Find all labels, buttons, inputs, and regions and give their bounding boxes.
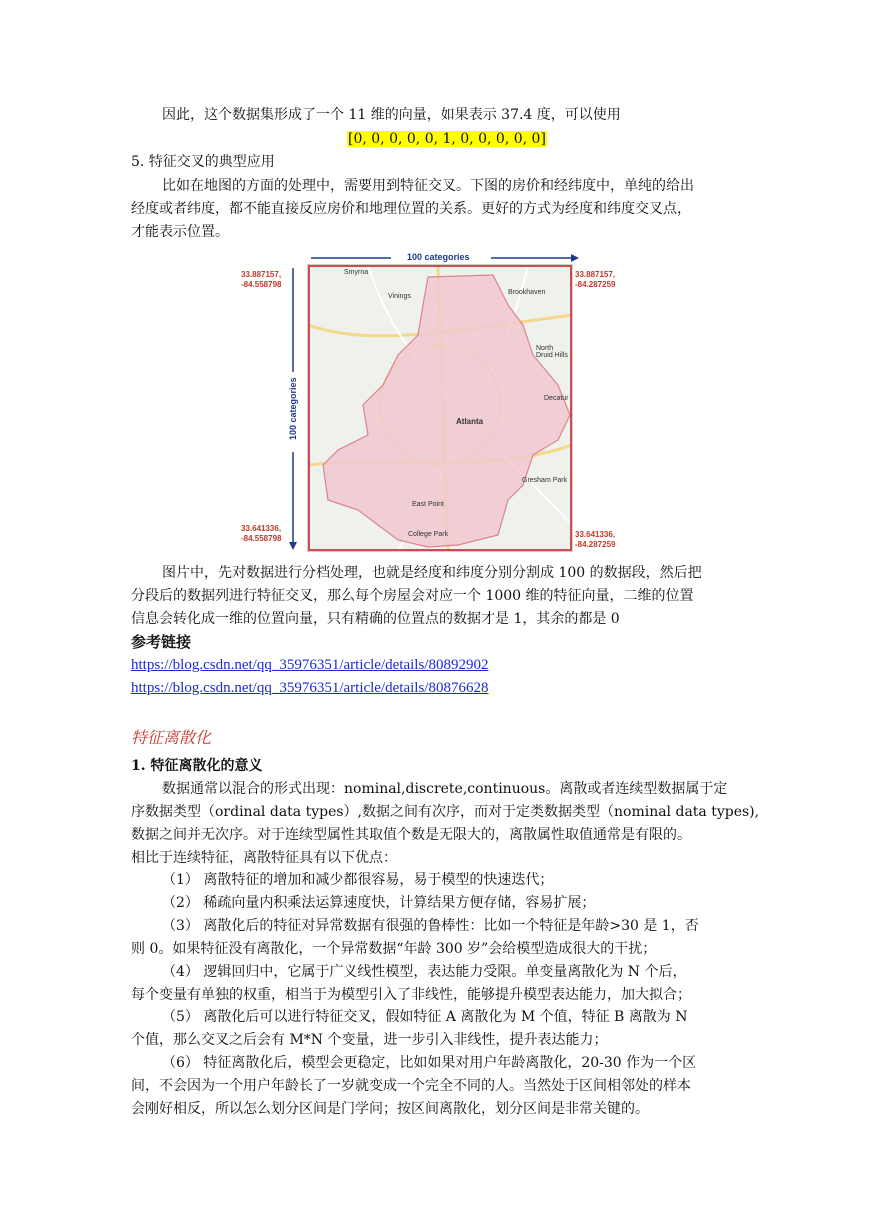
list-item: （1） 离散特征的增加和减少都很容易，易于模型的快速迭代； xyxy=(162,872,554,888)
paragraph-line: 因此，这个数据集形成了一个 11 维的向量，如果表示 37.4 度，可以使用 xyxy=(162,107,621,123)
coord-bottom-left: 33.641336, -84.558798 xyxy=(241,524,282,543)
city-label: Smyrna xyxy=(344,269,369,276)
section-title: 特征离散化 xyxy=(131,728,212,747)
list-item-cont: 会刚好相反，所以怎么划分区间是门学问；按区间离散化，划分区间是非常关键的。 xyxy=(131,1101,649,1117)
city-label: Vinings xyxy=(388,293,411,300)
paragraph-line: 信息会转化成一维的位置向量，只有精确的位置点的数据才是 1，其余的都是 0 xyxy=(131,611,620,627)
top-categories-label: 100 categories xyxy=(407,252,470,262)
city-label: North Druid Hills xyxy=(536,345,568,359)
city-label: College Park xyxy=(408,531,449,538)
map-figure xyxy=(241,252,625,552)
coord-bottom-right: 33.641336, -84.287259 xyxy=(575,530,616,549)
list-item-cont: 每个变量有单独的权重，相当于为模型引入了非线性，能够提升模型表达能力，加大拟合； xyxy=(131,987,691,1003)
subsection-heading: 1. 特征离散化的意义 xyxy=(131,758,263,774)
city-label-atlanta: Atlanta xyxy=(456,417,484,426)
reference-link[interactable]: https://blog.csdn.net/qq_35976351/article/details/80876628 xyxy=(131,680,489,696)
list-item: （3） 离散化后的特征对异常数据有很强的鲁棒性：比如一个特征是年龄>30 是 1，否 xyxy=(162,918,699,934)
list-item-cont: 个值，那么交叉之后会有 M*N 个变量，进一步引入非线性，提升表达能力； xyxy=(131,1032,608,1048)
list-item: （6） 特征离散化后，模型会更稳定，比如如果对用户年龄离散化，20-30 作为一个区 xyxy=(162,1055,697,1071)
side-categories-label: 100 categories xyxy=(288,377,298,440)
list-item: （2） 稀疏向量内积乘法运算速度快，计算结果方便存储，容易扩展； xyxy=(162,895,596,911)
reference-link-line xyxy=(131,677,488,699)
paragraph-line: 经度或者纬度，都不能直接反应房价和地理位置的关系。更好的方式为经度和纬度交叉点， xyxy=(131,201,691,217)
paragraph-line: 数据通常以混合的形式出现：nominal,discrete,continuous。离散或者连续型数据属于定 xyxy=(162,781,728,797)
city-label: Brookhaven xyxy=(508,289,546,296)
list-item: （4） 逻辑回归中，它属于广义线性模型，表达能力受限。单变量离散化为 N 个后， xyxy=(162,964,687,980)
list-item-cont: 间，不会因为一个用户年龄长了一岁就变成一个完全不同的人。当然处于区间相邻处的样本 xyxy=(131,1078,691,1094)
reference-link[interactable]: https://blog.csdn.net/qq_35976351/article/details/80892902 xyxy=(131,657,489,673)
list-item-cont: 则 0。如果特征没有离散化，一个异常数据“年龄 300 岁”会给模型造成很大的干扰； xyxy=(131,941,657,957)
vector-example xyxy=(347,128,547,150)
city-label: Decatur xyxy=(544,395,569,402)
city-label: Gresham Park xyxy=(522,477,568,484)
paragraph-line: 比如在地图的方面的处理中，需要用到特征交叉。下图的房价和经纬度中，单纯的给出 xyxy=(162,178,694,194)
highlighted-vector: [0, 0, 0, 0, 0, 1, 0, 0, 0, 0, 0] xyxy=(348,131,546,147)
city-label: East Point xyxy=(412,501,444,508)
references-heading: 参考链接 xyxy=(131,633,192,651)
paragraph-line: 图片中，先对数据进行分档处理，也就是经度和纬度分别分割成 100 的数据段，然后把 xyxy=(162,565,702,581)
paragraph-line: 相比于连续特征，离散特征具有以下优点： xyxy=(131,850,397,866)
coord-top-right: 33.887157, -84.287259 xyxy=(575,270,616,289)
map-image xyxy=(307,264,573,552)
paragraph-line: 序数据类型（ordinal data types）,数据之间有次序，而对于定类数据类型（nominal data types), xyxy=(131,804,760,820)
city-boundary xyxy=(323,275,570,547)
section-heading: 5. 特征交叉的典型应用 xyxy=(131,154,275,170)
top-arrowhead xyxy=(571,254,579,262)
paragraph-line: 才能表示位置。 xyxy=(131,224,229,240)
side-arrowhead xyxy=(289,542,297,550)
map-drawing xyxy=(308,265,572,551)
paragraph-line: 分段后的数据列进行特征交叉，那么每个房屋会对应一个 1000 维的特征向量，二维的位置 xyxy=(131,588,694,604)
list-item: （5） 离散化后可以进行特征交叉，假如特征 A 离散化为 M 个值，特征 B 离散为 N xyxy=(162,1009,688,1025)
coord-top-left: 33.887157, -84.558798 xyxy=(241,270,282,289)
paragraph-line: 数据之间并无次序。对于连续型属性其取值个数是无限大的，离散属性取值通常是有限的。 xyxy=(131,827,691,843)
reference-link-line xyxy=(131,654,488,676)
